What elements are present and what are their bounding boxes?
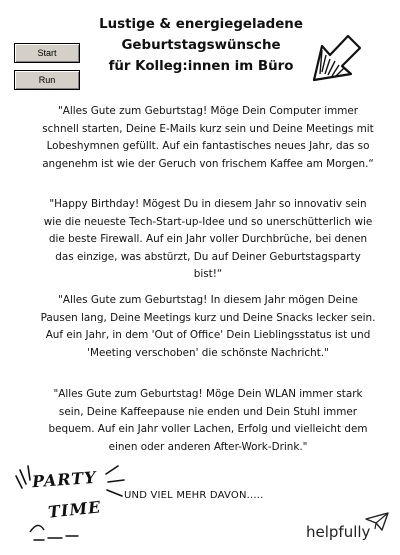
title-line-2: Geburtstagswünsche	[121, 38, 281, 53]
run-button-label: Run	[38, 75, 56, 85]
birthday-wish-2: "Happy Birthday! Mögest Du in diesem Jahr so innovativ sein wie die neueste Tech-Start-up-Idee und so unerschütterlich wie die beste Firewall. Auf ein Jahr voller Durchbrüche, bei denen das einzige, was abstürzt, Du auf Deiner Geburtstagsparty bist!“	[43, 198, 373, 280]
party-word: PARTY	[31, 467, 98, 492]
start-button-label: Start	[37, 48, 57, 58]
run-button[interactable]	[14, 70, 80, 90]
paper-plane-icon	[364, 510, 392, 532]
cursor-arrow-icon	[308, 28, 370, 90]
birthday-wish-3: "Alles Gute zum Geburtstag! In diesem Jahr mögen Deine Pausen lang, Deine Meetings kurz und Deine Snacks lecker sein. Auf ein Jahr, in dem 'Out of Office' Dein Lieblingsstatus ist und 'Meeting verschoben' die schönste Nachricht."	[40, 294, 376, 359]
party-time-doodle	[10, 462, 140, 547]
birthday-wish-1: "Alles Gute zum Geburtstag! Möge Dein Computer immer schnell starten, Deine E-Mails kurz sein und Deine Meetings mit Lobeshymnen gefüllt. Auf ein fantastisches neues Jahr, das so angenehm ist wie der Geruch von frischem Kaffee am Morgen.“	[42, 105, 374, 170]
more-text: UND VIEL MEHR DAVON.....	[124, 490, 264, 501]
birthday-wish-4: "Alles Gute zum Geburtstag! Möge Dein WLAN immer stark sein, Deine Kaffeepause nie enden und Dein Stuhl immer bequem. Auf ein Jahr voller Lachen, Erfolg und vielleicht dem einen oder anderen After-Work-Drink."	[48, 388, 368, 453]
page-title	[88, 14, 314, 77]
title-line-1: Lustige & energiegeladene	[99, 17, 303, 32]
start-button[interactable]	[14, 43, 80, 63]
title-line-3: für Kolleg:innen im Büro	[108, 59, 294, 74]
time-word: TIME	[47, 497, 103, 522]
brand-logo-text: helpfully	[306, 523, 371, 541]
